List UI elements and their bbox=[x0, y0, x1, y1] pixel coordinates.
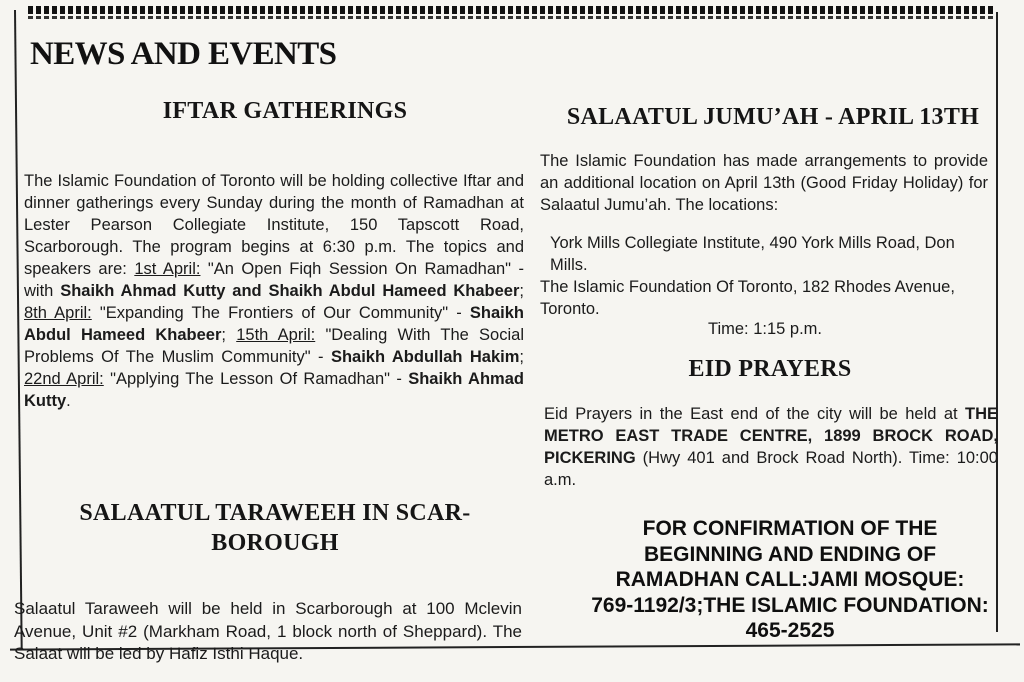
iftar-speaker-4: Shaikh Ahmad Kutty bbox=[24, 370, 524, 410]
confirmation-line-4: 769-1192/3;THE ISLAMIC FOUNDATION: bbox=[591, 593, 989, 617]
top-dotted-border-lower bbox=[28, 16, 996, 19]
confirmation-line-5: 465-2525 bbox=[745, 619, 835, 642]
jumuah-location-2-text: The Islamic Foundation Of Toronto, 182 Rhodes Avenue, Toronto. bbox=[540, 278, 955, 318]
iftar-separator-1: ; bbox=[519, 282, 524, 300]
iftar-intro: The Islamic Foundation of Toronto will be holding collective Iftar and dinner gatherings every Sunday during the month of Ramadhan at Lester Pearson Collegiate Institute, 150 Tapscott Road, Scarborough. The program begins at 6:30 p.m. The topics and speakers are: bbox=[24, 172, 524, 278]
iftar-date-4: 22nd April: bbox=[24, 370, 104, 388]
jumuah-time: Time: 1:15 p.m. bbox=[707, 320, 822, 338]
taraweeh-heading-line-2: BOROUGH bbox=[211, 530, 339, 556]
iftar-topic-1: "An Open Fiqh Session On Ramadhan" - with bbox=[24, 260, 524, 300]
iftar-topic-3: "Dealing With The Social Problems Of The Muslim Community" - bbox=[24, 326, 524, 366]
taraweeh-heading-line-1: SALAATUL TARAWEEH IN SCAR- bbox=[79, 500, 471, 526]
taraweeh-body: Salaatul Taraweeh will be held in Scarborough at 100 Mclevin Avenue, Unit #2 (Markham Road, 1 block north of Sheppard). The Salaat will be led by Hafiz Isthi Haque. bbox=[14, 599, 522, 663]
taraweeh-heading bbox=[40, 498, 510, 558]
jumuah-body: The Islamic Foundation has made arrangements to provide an additional location on April 13th (Good Friday Holiday) for Salaatul Jumu’ah. The locations: bbox=[540, 152, 988, 214]
iftar-date-2: 8th April: bbox=[24, 304, 92, 322]
confirmation-line-2: BEGINNING AND ENDING OF bbox=[643, 542, 937, 566]
eid-heading: EID PRAYERS bbox=[688, 356, 852, 382]
confirmation-line-3: RAMADHAN CALL:JAMI MOSQUE: bbox=[615, 568, 965, 591]
iftar-speaker-1: Shaikh Ahmad Kutty and Shaikh Abdul Hameed Khabeer bbox=[60, 282, 520, 300]
left-border-rule bbox=[14, 10, 23, 650]
iftar-speaker-2: Shaikh Abdul Hameed Khabeer bbox=[24, 304, 524, 344]
iftar-topic-2: "Expanding The Frontiers of Our Community" - bbox=[91, 304, 470, 322]
section-masthead: NEWS AND EVENTS bbox=[30, 36, 337, 72]
eid-venue: THE METRO EAST TRADE CENTRE, 1899 BROCK ROAD, PICKERING bbox=[544, 405, 998, 467]
iftar-separator-2: ; bbox=[221, 326, 237, 344]
iftar-topic-4: "Applying The Lesson Of Ramadhan" - bbox=[103, 370, 409, 388]
eid-time-details: (Hwy 401 and Brock Road North). Time: 10:00 a.m. bbox=[544, 449, 998, 489]
eid-intro: Eid Prayers in the East end of the city will be held at bbox=[544, 405, 965, 423]
iftar-date-3: 15th April: bbox=[236, 326, 316, 344]
top-dotted-border bbox=[28, 6, 996, 14]
confirmation-notice bbox=[560, 516, 1020, 644]
eid-body bbox=[544, 403, 998, 491]
iftar-body bbox=[24, 170, 524, 412]
iftar-heading: IFTAR GATHERINGS bbox=[162, 98, 408, 124]
confirmation-line-1: FOR CONFIRMATION OF THE bbox=[642, 517, 938, 540]
iftar-speaker-3: Shaikh Abdullah Hakim bbox=[330, 348, 520, 366]
jumuah-location-1: York Mills Collegiate Institute, 490 York Mills Road, Don Mills. bbox=[550, 234, 955, 274]
jumuah-heading: SALAATUL JUMU’AH - APRIL 13TH bbox=[566, 104, 980, 130]
jumuah-location-2 bbox=[540, 276, 990, 320]
iftar-separator-3: ; bbox=[519, 348, 525, 366]
iftar-end: . bbox=[66, 392, 71, 410]
iftar-date-1: 1st April: bbox=[134, 260, 201, 278]
